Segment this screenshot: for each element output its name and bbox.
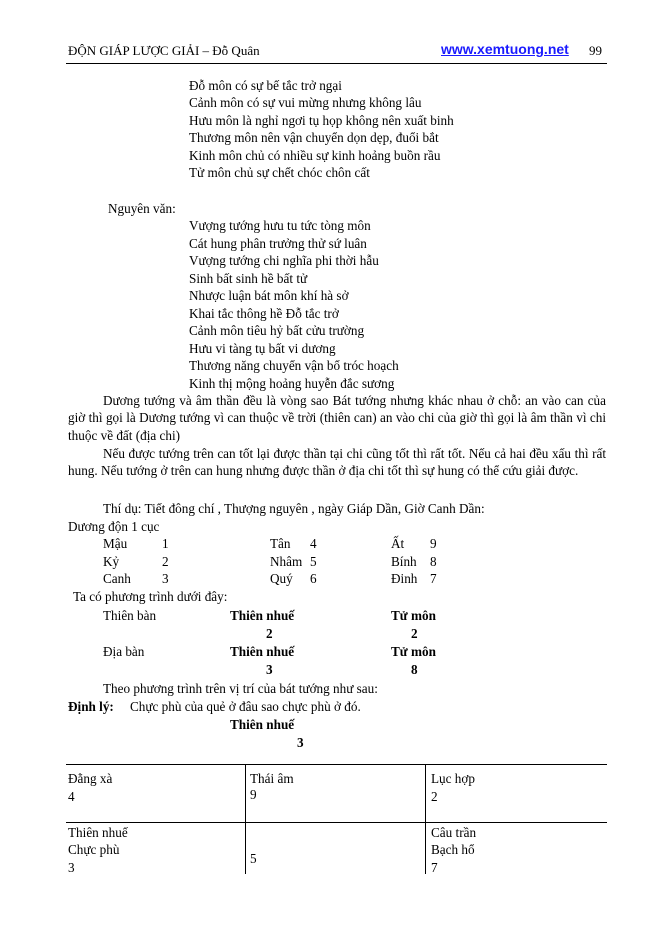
dia-ban-door-number: 8 <box>411 662 418 677</box>
grid-cell-number: 3 <box>68 860 75 875</box>
stem-name: Nhâm <box>270 554 303 569</box>
grid-cell-label: Thiên nhuế <box>68 825 128 840</box>
grid-cell-number: 7 <box>431 860 438 875</box>
verse-line: Kinh thị mộng hoảng huyễn đắc sương <box>189 376 395 391</box>
header-title: ĐỘN GIÁP LƯỢC GIẢI – Đỗ Quân <box>68 43 260 58</box>
stem-name: Mậu <box>103 536 128 551</box>
verse-line: Hưu vi tàng tụ bất vi dương <box>189 341 336 356</box>
thien-ban-door: Tử môn <box>391 608 436 623</box>
stem-name: Quý <box>270 571 293 586</box>
verse-line: Khai tắc thông hề Đỗ tắc trở <box>189 306 339 321</box>
thien-ban-star: Thiên nhuế <box>230 608 295 623</box>
verse-line: Thương năng chuyển vận bổ tróc hoạch <box>189 358 399 373</box>
dia-ban-star: Thiên nhuế <box>230 644 295 659</box>
grid-cell-label: Câu trần <box>431 825 477 840</box>
stem-number: 5 <box>310 554 317 569</box>
grid-cell-label: Lục hợp <box>431 771 475 786</box>
verse-line: Cát hung phân trưởng thử sứ luân <box>189 236 367 251</box>
header-rule <box>66 63 607 64</box>
stem-number: 8 <box>430 554 437 569</box>
door-line: Kinh môn chủ có nhiều sự kinh hoảng buồn rầu <box>189 148 441 163</box>
stem-name: Canh <box>103 571 131 586</box>
stem-number: 2 <box>162 554 169 569</box>
thien-ban-star-number: 2 <box>266 626 273 641</box>
stem-number: 3 <box>162 571 169 586</box>
grid-divider-right <box>425 764 426 874</box>
grid-divider-left <box>245 764 246 874</box>
website-link[interactable]: www.xemtuong.net <box>441 41 569 57</box>
theorem-label: Định lý: <box>68 699 114 714</box>
stem-name: Bính <box>391 554 417 569</box>
dia-ban-star-number: 3 <box>266 662 273 677</box>
grid-cell-label: Thái âm <box>250 771 294 786</box>
stem-number: 4 <box>310 536 317 551</box>
grid-middle-rule <box>66 822 607 823</box>
stem-name: Tân <box>270 536 291 551</box>
grid-cell-label: Bạch hổ <box>431 842 475 857</box>
stem-number: 1 <box>162 536 169 551</box>
thien-ban-label: Thiên bàn <box>103 608 157 623</box>
door-line: Cảnh môn có sự vui mừng nhưng không lâu <box>189 95 422 110</box>
paragraph-duong-tuong: Dương tướng và âm thần đều là vòng sao Bát tướng nhưng khác nhau ở chỗ: an vào can của giờ thì gọi là Dương tướng vì can thuộc về trời (thiên can) an vào chi của giờ thì gọi là âm thần vì chi thuộc về đất (địa chi) <box>68 393 606 443</box>
grid-cell-number: 4 <box>68 789 75 804</box>
formula-follow: Theo phương trình trên vị trí của bát tướng như sau: <box>103 681 378 696</box>
door-line: Hưu môn là nghỉ ngơi tụ họp không nên xuất binh <box>189 113 454 128</box>
verse-line: Vượng tướng chi nghĩa phi thời hẫu <box>189 253 379 268</box>
verse-line: Vượng tướng hưu tu tức tòng môn <box>189 218 371 233</box>
example-line: Thí dụ: Tiết đông chí , Thượng nguyên , ngày Giáp Dần, Giờ Canh Dần: <box>103 501 485 516</box>
thien-ban-door-number: 2 <box>411 626 418 641</box>
dia-ban-door: Tử môn <box>391 644 436 659</box>
original-label: Nguyên văn: <box>108 201 176 216</box>
grid-cell-label: Chực phù <box>68 842 120 857</box>
formula-intro: Ta có phương trình dưới đây: <box>73 589 228 604</box>
stem-number: 7 <box>430 571 437 586</box>
grid-cell-label: Đằng xà <box>68 771 113 786</box>
verse-line: Nhược luận bát môn khí hà sở <box>189 288 349 303</box>
dia-ban-label: Địa bàn <box>103 644 145 659</box>
stem-name: Đinh <box>391 571 418 586</box>
door-line: Thương môn nên vận chuyển dọn dẹp, đuổi bắt <box>189 130 439 145</box>
door-line: Đỗ môn có sự bế tắc trở ngại <box>189 78 342 93</box>
verse-line: Cảnh môn tiêu hỷ bất cửu trường <box>189 323 365 338</box>
theorem-star: Thiên nhuế <box>230 717 295 732</box>
theorem-star-number: 3 <box>297 735 304 750</box>
stem-number: 6 <box>310 571 317 586</box>
theorem-text: Chực phù của quẻ ở đâu sao chực phù ở đó. <box>130 699 361 714</box>
stem-number: 9 <box>430 536 437 551</box>
page-number: 99 <box>589 43 602 58</box>
verse-line: Sinh bất sinh hề bất tử <box>189 271 308 286</box>
grid-cell-number: 2 <box>431 789 438 804</box>
grid-cell-number: 9 <box>250 787 257 802</box>
grid-cell-number: 5 <box>250 851 257 866</box>
stem-name: Kỷ <box>103 554 120 569</box>
duong-don-line: Dương độn 1 cục <box>68 519 160 534</box>
paragraph-tot-xau: Nếu được tướng trên can tốt lại được thần tại chi cũng tốt thì rất tốt. Nếu cả hai đều xấu thì rất hung. Nếu tướng ở trên can hung nhưng được thần ở địa chi tốt thì sự hung có thể cứu giải được. <box>68 446 606 479</box>
door-line: Tử môn chủ sự chết chóc chôn cất <box>189 165 370 180</box>
grid-top-rule <box>66 764 607 765</box>
stem-name: Ất <box>391 536 405 551</box>
